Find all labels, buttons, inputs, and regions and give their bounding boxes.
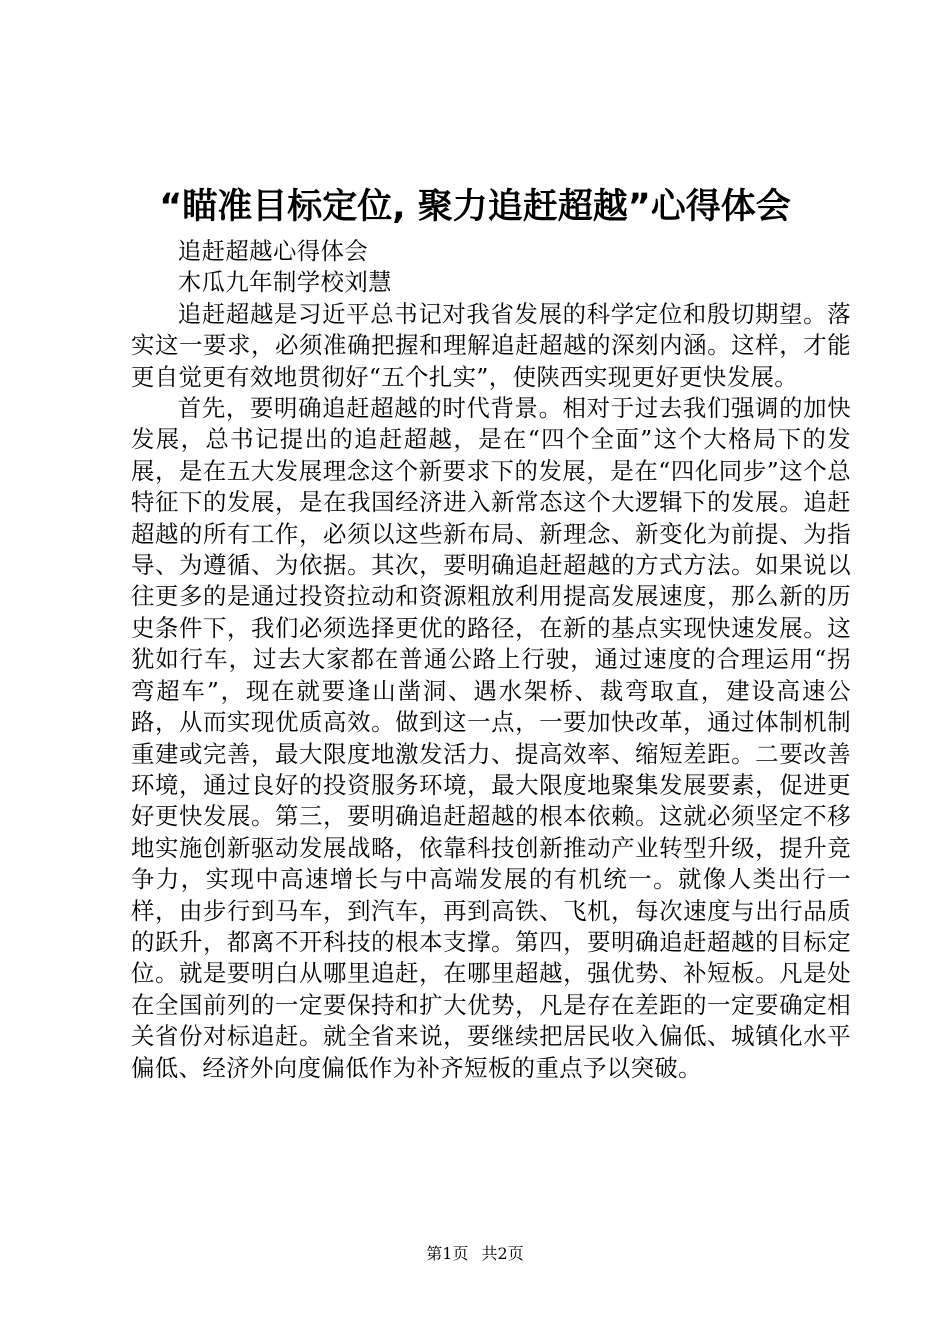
author-line: 木瓜九年制学校刘慧 [177,268,392,297]
page-number-total: 共2页 [481,1244,524,1263]
subtitle-line: 追赶超越心得体会 [177,237,369,265]
document-title: “瞄准目标定位, 聚力追赶超越”心得体会 [159,187,791,227]
document-body [131,236,851,1084]
body-paragraph: 首先，要明确追赶超越的时代背景。相对于过去我们强调的加快发展，总书记提出的追赶超越，是在“四个全面”这个大格局下的发展，是在五大发展理念这个新要求下的发展，是在“四化同步”这个总特征下的发展，是在我国经济进入新常态这个大逻辑下的发展。追赶超越的所有工作，必须以这些新布局、新理念、新变化为前提、为指导、为遵循、为依据。其次，要明确追赶超越的方式方法。如果说以往更多的是通过投资拉动和资源粗放利用提高发展速度，那么新的历史条件下，我们必须选择更优的路径，在新的基点实现快速发展。这犹如行车，过去大家都在普通公路上行驶，通过速度的合理运用“拐弯超车”，现在就要逢山凿洞、遇水架桥、裁弯取直，建设高速公路，从而实现优质高效。做到这一点，一要加快改革，通过体制机制重建或完善，最大限度地激发活力、提高效率、缩短差距。二要改善环境，通过良好的投资服务环境，最大限度地聚集发展要素，促进更好更快发展。第三，要明确追赶超越的根本依赖。这就必须坚定不移地实施创新驱动发展战略，依靠科技创新推动产业转型升级，提升竞争力，实现中高速增长与中高端发展的有机统一。就像人类出行一样，由步行到马车，到汽车，再到高铁、飞机，每次速度与出行品质的跃升，都离不开科技的根本支撑。第四，要明确追赶超越的目标定位。就是要明白从哪里追赶，在哪里超越，强优势、补短板。凡是处在全国前列的一定要保持和扩大优势，凡是存在差距的一定要确定相关省份对标追赶。就全省来说，要继续把居民收入偏低、城镇化水平偏低、经济外向度偏低作为补齐短板的重点予以突破。 [131,394,851,1082]
body-paragraph: 追赶超越是习近平总书记对我省发展的科学定位和殷切期望。落实这一要求，必须准确把握和理解追赶超越的深刻内涵。这样，才能更自觉更有效地贯彻好“五个扎实”，使陕西实现更好更快发展。 [131,299,851,391]
page-footer [0,1244,950,1264]
page-number-current: 第1页 [426,1244,469,1263]
